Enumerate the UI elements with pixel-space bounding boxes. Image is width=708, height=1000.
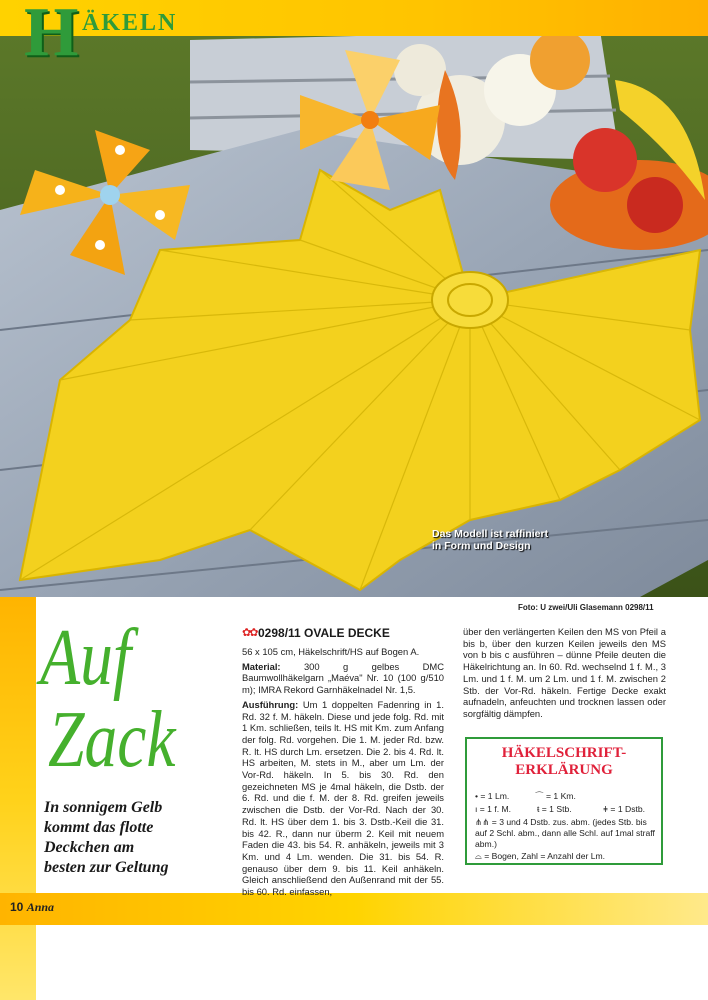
execution-paragraph <box>242 699 444 898</box>
tagline-line: In sonnigem Gelb <box>44 799 163 816</box>
material-paragraph <box>242 661 444 696</box>
section-name: ÄKELN <box>82 10 178 36</box>
legend-item <box>535 791 576 802</box>
photo-caption-line: Das Modell ist raffiniert <box>432 528 549 540</box>
magazine-name: Anna <box>26 900 55 914</box>
continuation-text: über den verlängerten Keilen den MS von Pfeil a bis b, über den kurzen Keilen jeweils den MS von b bis c ausführen – dünne Pfeile deuten die Häkelrichtung an. In 60. Rd. wechselnd 1 f. M., 3 Lm. und 1 f. M. um 2 Lm. und 1 f. M. zwischen 2 Stb. der Vor-Rd. häkeln. Fertige Decke exakt aufnadeln, anfeuchten und trocknen lassen oder sorgfältig dämpfen. <box>463 626 666 719</box>
treble-crochet-symbol: ǂ <box>603 804 609 814</box>
legend-box <box>465 737 663 865</box>
legend-text: = 1 Dstb. <box>610 804 646 814</box>
legend-item <box>603 804 645 815</box>
pattern-title: 0298/11 OVALE DECKE <box>258 626 390 640</box>
single-crochet-symbol: ı <box>475 804 478 814</box>
material-text: 300 g gelbes DMC Baumwollhäkelgarn „Maéva" Nr. 10 (100 g/510 m); IMRA Rekord Garnhäkelnadel Nr. 1,5. <box>242 660 444 696</box>
flower-icon: ✿✿ <box>242 627 257 639</box>
photo-caption <box>432 528 548 552</box>
legend-text: = 1 Lm. <box>480 791 510 801</box>
tagline <box>44 798 234 878</box>
legend-item <box>475 817 655 850</box>
headline-word-1: Auf <box>40 614 132 702</box>
legend-title-line: ERKLÄRUNG <box>515 762 613 778</box>
tagline-line: besten zur Geltung <box>44 859 169 876</box>
photo-credit: Foto: U zwei/Uli Glasemann 0298/11 <box>518 603 654 612</box>
legend-text: = 1 Stb. <box>541 804 572 814</box>
legend-text: = 1 f. M. <box>479 804 512 814</box>
pattern-size: 56 x 105 cm, Häkelschrift/HS auf Bogen A. <box>242 646 420 657</box>
legend-title-line: HÄKELSCHRIFT- <box>501 745 627 761</box>
tagline-line: Deckchen am <box>44 839 135 856</box>
page-number: 10 <box>10 900 24 914</box>
legend-item <box>475 791 509 802</box>
photo-caption-line: in Form und Design <box>432 540 531 552</box>
section-initial: H <box>24 0 79 71</box>
instructions-column-2 <box>463 626 666 723</box>
legend-text: = 1 Km. <box>546 791 576 801</box>
legend-item <box>537 804 572 815</box>
execution-label: Ausführung: <box>242 698 299 710</box>
execution-text: Um 1 doppelten Fadenring in 1. Rd. 32 f. M. häkeln. Diese und jede folg. Rd. mit 1 Km. schließen, teils lt. HS mit Km. zum Anfang der folg. Rd. vorgehen. Die 1. M. jeder Rd. bzw. R. lt. HS durch Lm. ersetzen. Die 2. bis 4. Rd. lt. HS arbeiten, M. stets in M., aber um Lm. der Vor-Rd. häkeln. In 5. bis 30. Rd. den gezeichneten MS je 4mal häkeln, die Dstb. der 6. Rd. und die f. M. der 8. Rd. greifen jeweils zwischen die Dstb. der Vor-Rd. Nach der 30. Rd. lt. HS über dem 1. bis 3. Dstb.-Keil die 31. bis 42. R., dann nur überm 2. Keil mit neuem Faden die 43. bis 54. R. anhäkeln, jeweils mit 3 Km. und 4 Lm. wenden. Die 31. bis 54. R. genauso über dem 9. bis 11. Keil anhäkeln. Gleich anschließend den Außenrand mit der 55. bis 60. Rd. einfassen, <box>242 698 444 898</box>
legend-text: = Bogen, Zahl = Anzahl der Lm. <box>484 851 606 861</box>
arch-symbol: ⌓ <box>475 851 482 861</box>
cluster-symbol: ⋔⋔ <box>475 817 490 827</box>
instructions-column-1 <box>242 646 444 901</box>
material-label: Material: <box>242 660 281 672</box>
chain-stitch-symbol: • <box>475 791 479 801</box>
legend-item <box>475 804 511 815</box>
legend-title <box>467 745 661 779</box>
headline-word-2: Zack <box>48 696 176 784</box>
tagline-line: kommt das flotte <box>44 819 154 836</box>
left-color-strip <box>0 597 36 1000</box>
slip-stitch-symbol: ⌒ <box>535 791 544 801</box>
page-folio <box>10 900 54 915</box>
legend-text: = 3 und 4 Dstb. zus. abm. (jedes Stb. bis auf 2 Schl. abm., dann alle Schl. auf 1mal straff abm.) <box>475 817 655 849</box>
legend-item <box>475 851 657 862</box>
double-crochet-symbol: ŧ <box>537 804 540 814</box>
